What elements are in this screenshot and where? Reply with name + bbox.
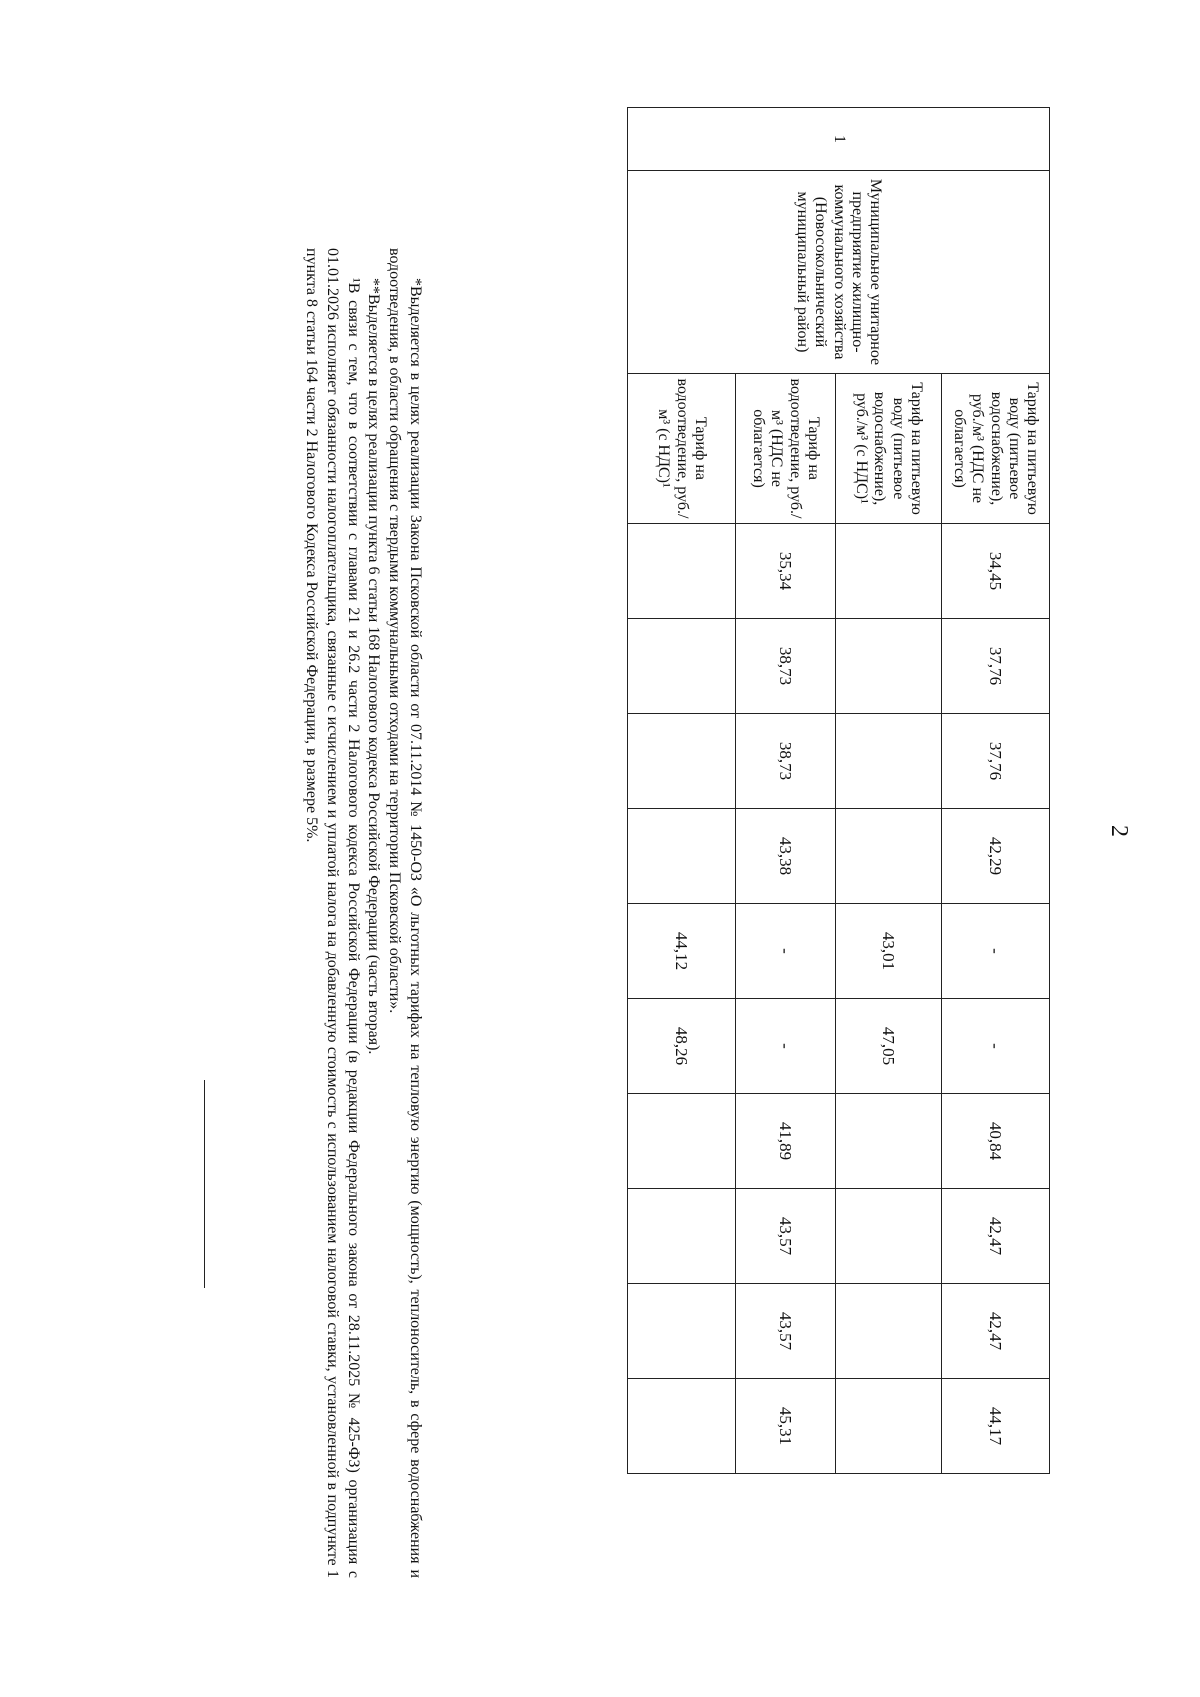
- tariff-value-cell: 38,73: [736, 714, 836, 809]
- tariff-value-cell: 43,38: [736, 809, 836, 904]
- tariff-value-cell: [628, 619, 736, 714]
- table-row: [942, 108, 1050, 1474]
- footnote-2: **Выделяется в целях реализации пункта 6 статьи 168 Налогового кодекса Российской Федерации (часть вторая).: [365, 278, 383, 1055]
- tariff-value-cell: [628, 1284, 736, 1379]
- row-number-cell: 1: [628, 108, 1050, 171]
- tariff-value-cell: 43,01: [836, 904, 942, 999]
- tariff-label-cell: Тариф на водоотведение, руб./м³ (с НДС)¹: [628, 374, 736, 524]
- tariff-value-cell: [628, 1189, 736, 1284]
- tariff-value-cell: 38,73: [736, 619, 836, 714]
- tariff-value-cell: 43,57: [736, 1284, 836, 1379]
- tariff-value-cell: 37,76: [942, 714, 1050, 809]
- tariff-value-cell: 42,47: [942, 1284, 1050, 1379]
- page-number: 2: [1106, 825, 1132, 837]
- tariff-value-cell: [836, 1379, 942, 1474]
- tariff-value-cell: [836, 1284, 942, 1379]
- tariff-value-cell: -: [942, 904, 1050, 999]
- organization-cell: Муниципальное унитарное предприятие жилищно-коммунального хозяйства (Новосокольнический муниципальный район): [628, 171, 1050, 374]
- tariff-value-cell: [836, 714, 942, 809]
- tariff-value-cell: [628, 809, 736, 904]
- footnotes: [300, 248, 425, 1578]
- tariff-value-cell: 42,47: [942, 1189, 1050, 1284]
- tariff-value-cell: 35,34: [736, 524, 836, 619]
- tariff-value-cell: -: [736, 999, 836, 1094]
- tariff-value-cell: 42,29: [942, 809, 1050, 904]
- tariff-value-cell: 41,89: [736, 1094, 836, 1189]
- tariff-table: [627, 107, 1050, 1474]
- tariff-value-cell: [628, 1379, 736, 1474]
- tariff-value-cell: 34,45: [942, 524, 1050, 619]
- tariff-value-cell: [628, 524, 736, 619]
- tariff-label-cell: Тариф на питьевую воду (питьевое водоснабжение), руб./м³ (НДС не облагается): [942, 374, 1050, 524]
- tariff-value-cell: 44,12: [628, 904, 736, 999]
- tariff-value-cell: 37,76: [942, 619, 1050, 714]
- tariff-label-cell: Тариф на водоотведение, руб./м³ (НДС не облагается): [736, 374, 836, 524]
- footnote-1: *Выделяется в целях реализации Закона Псковской области от 07.11.2014 № 1450-ОЗ «О льготных тарифах на тепловую энергию (мощность), теплоноситель, в сфере водоснабжения и водоотведения, в области обращения с твердыми коммунальными отходами на территории Псковской области».: [386, 248, 424, 1578]
- tariff-value-cell: 48,26: [628, 999, 736, 1094]
- tariff-value-cell: -: [942, 999, 1050, 1094]
- tariff-value-cell: 45,31: [736, 1379, 836, 1474]
- tariff-value-cell: [628, 1094, 736, 1189]
- tariff-value-cell: 43,57: [736, 1189, 836, 1284]
- tariff-value-cell: [836, 809, 942, 904]
- tariff-value-cell: 40,84: [942, 1094, 1050, 1189]
- tariff-value-cell: [836, 524, 942, 619]
- footnote-3: ¹В связи с тем, что в соответствии с главами 21 и 26.2 части 2 Налогового кодекса Российской Федерации (в редакции Федерального закона от 28.11.2025 № 425-ФЗ) организация с 01.01.2026 исполняет обязанности налогоплательщика, связанные с исчислением и уплатой налога на добавленную стоимость с использованием налоговой ставки, установленной в подпункте 1 пункта 8 статьи 164 части 2 Налогового Кодекса Российской Федерации, в размере 5%.: [303, 248, 362, 1578]
- tariff-value-cell: [836, 1094, 942, 1189]
- tariff-value-cell: [836, 1189, 942, 1284]
- tariff-value-cell: 44,17: [942, 1379, 1050, 1474]
- end-divider-line: [204, 1080, 205, 1288]
- tariff-value-cell: 47,05: [836, 999, 942, 1094]
- tariff-value-cell: [836, 619, 942, 714]
- tariff-label-cell: Тариф на питьевую воду (питьевое водоснабжение), руб./м³ (с НДС)¹: [836, 374, 942, 524]
- tariff-value-cell: [628, 714, 736, 809]
- tariff-value-cell: -: [736, 904, 836, 999]
